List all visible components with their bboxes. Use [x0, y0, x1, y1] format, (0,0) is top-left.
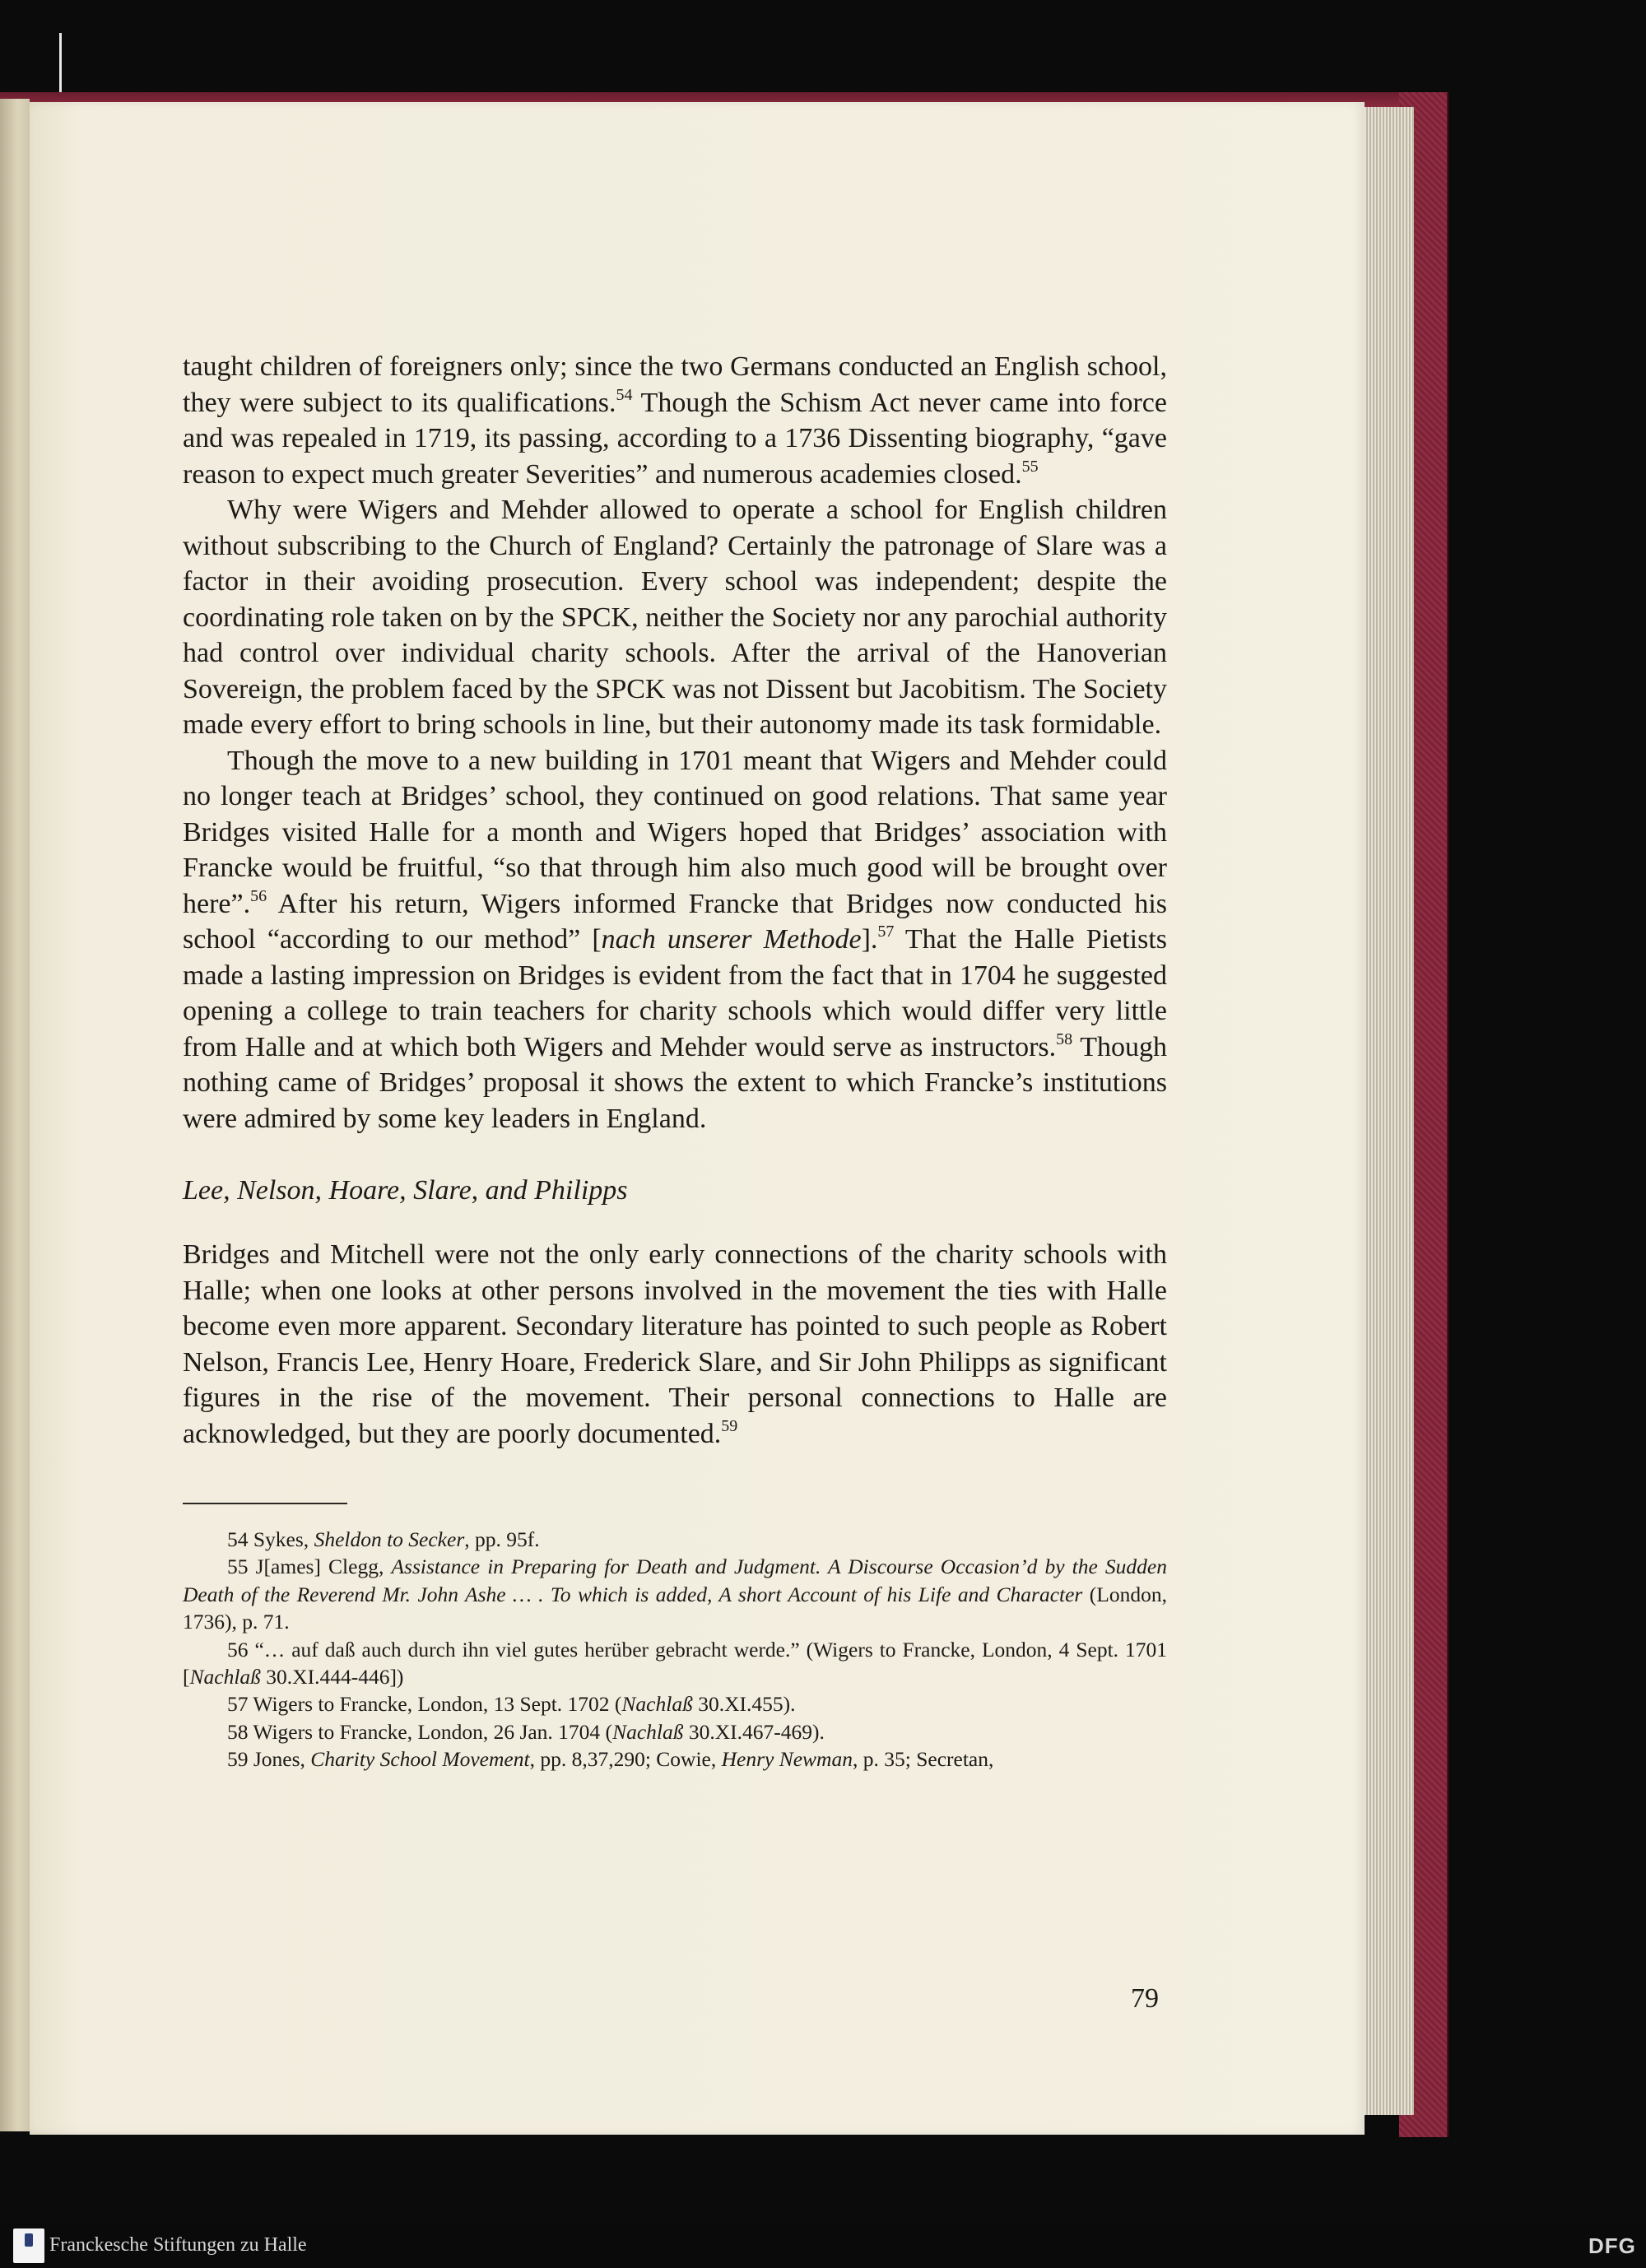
text-run: Though the move to a new building in 1701 meant that Wigers and Mehder could no longer teach at Bridges’ school, they continued on good relations. That same year Bridges visited Halle for a month and Wigers hoped that Bridges’ association with Francke would be fruitful, “so that through him also much good will be brought over here”.: [183, 745, 1167, 919]
footnote-item: [183, 1636, 1167, 1691]
footnote-ref[interactable]: 55: [1021, 457, 1039, 476]
text-block: [183, 349, 1167, 1773]
section-heading: Lee, Nelson, Hoare, Slare, and Philipps: [183, 1175, 628, 1206]
text-run: , pp. 8,37,290; Cowie,: [529, 1747, 722, 1772]
text-run: After his return, Wigers informed Francke that Bridges now conducted his school “according to our method” [: [183, 888, 1167, 955]
binding-gutter: [0, 99, 30, 2131]
text-run: 30.XI.455).: [692, 1692, 796, 1717]
text-run: 59 Jones,: [227, 1747, 311, 1772]
footnotes: [183, 1526, 1167, 1773]
text-run: Though nothing came of Bridges’ proposal it shows the extent to which Francke’s institutions were admired by some key leaders in England.: [183, 1031, 1168, 1134]
body-paragraph: [183, 1237, 1167, 1452]
footnote-ref[interactable]: 57: [877, 923, 895, 941]
dfg-logo: DFG: [1588, 2233, 1636, 2258]
institution-logo-icon: [13, 2228, 44, 2263]
body-paragraph: [183, 492, 1167, 743]
italic-text: Nachlaß: [612, 1719, 684, 1744]
text-run: Bridges and Mitchell were not the only early connections of the charity schools with Halle; when one looks at other persons involved in the movement the ties with Halle become even more apparent. Secondary literature has pointed to such people as Robert Nelson, Francis Lee, Henry Hoare, Frederick Slare, and Sir John Philipps as significant figures in the rise of the movement. Their personal connections to Halle are acknowledged, but they are poorly documented.: [183, 1239, 1167, 1449]
text-run: Though the Schism Act never came into force and was repealed in 1719, its passing, according to a 1736 Dissenting biography, “gave reason to expect much greater Severities” and numerous academies closed.: [183, 387, 1167, 490]
body-paragraph: [183, 349, 1167, 492]
text-run: taught children of foreigners only; since the two Germans conducted an English school, they were subject to its qualifications.: [183, 351, 1167, 418]
text-run: 55 J[ames] Clegg,: [227, 1555, 392, 1579]
page-number: 79: [1131, 1983, 1159, 2014]
footnote-divider: [183, 1503, 347, 1504]
text-run: 30.XI.467-469).: [683, 1719, 825, 1744]
italic-text: Henry Newman: [721, 1747, 853, 1772]
footnote-item: [183, 1526, 1167, 1553]
institution-label[interactable]: Franckesche Stiftungen zu Halle: [49, 2234, 307, 2256]
text-run: 58 Wigers to Francke, London, 26 Jan. 1704 (: [227, 1719, 613, 1744]
text-run: , pp. 95f.: [464, 1527, 540, 1551]
italic-text: Nachlaß: [621, 1692, 693, 1717]
text-run: , p. 35; Secretan,: [852, 1747, 994, 1772]
text-run: 56 “… auf daß auch durch ihn viel gutes herüber gebracht werde.” (Wigers to Francke, London, 4 Sept. 1701 [: [183, 1637, 1167, 1689]
footnote-item: [183, 1718, 1167, 1745]
text-run: That the Halle Pietists made a lasting impression on Bridges is evident from the fact that in 1704 he suggested opening a college to train teachers for charity schools which would differ very little from Halle and at which both Wigers and Mehder would serve as instructors.: [183, 924, 1167, 1062]
body-paragraph: [183, 743, 1167, 1137]
footnote-ref[interactable]: 59: [721, 1416, 738, 1435]
text-run: 54 Sykes,: [227, 1527, 314, 1551]
text-run: (London, 1736), p. 71.: [183, 1582, 1167, 1634]
footnote-item: [183, 1690, 1167, 1717]
footnote-item: [183, 1553, 1167, 1635]
text-run: Why were Wigers and Mehder allowed to operate a school for English children without subscribing to the Church of England? Certainly the patronage of Slare was a factor in their avoiding prosecution. Every school was independent; despite the coordinating role taken on by the SPCK, neither the Society nor any parochial authority had control over individual charity schools. After the arrival of the Hanoverian Sovereign, the problem faced by the SPCK was not Dissent but Jacobitism. The Society made every effort to bring schools in line, but their autonomy made its task formidable.: [183, 495, 1167, 740]
bookmark-ribbon: [51, 33, 76, 99]
footnote-ref[interactable]: 56: [250, 886, 267, 905]
viewer-footer: [0, 2224, 1646, 2268]
footnote-ref[interactable]: 54: [616, 385, 633, 404]
italic-text: nach unserer Methode: [601, 924, 862, 955]
italic-text: Sheldon to Secker: [314, 1527, 465, 1551]
section-body-text: [183, 1237, 1167, 1452]
text-run: 57 Wigers to Francke, London, 13 Sept. 1702 (: [227, 1692, 622, 1717]
page-stack-edge: [1358, 107, 1414, 2115]
footnote-item: [183, 1745, 1167, 1773]
body-text: [183, 349, 1167, 1136]
italic-text: Nachlaß: [189, 1665, 261, 1689]
text-run: 30.XI.444-446]): [260, 1665, 404, 1689]
text-run: ].: [861, 924, 878, 955]
italic-text: Assistance in Preparing for Death and Judgment. A Discourse Occasion’d by the Sudden Death of the Reverend Mr. John Ashe … . To which is added, A short Account of his Life and Character: [183, 1555, 1167, 1606]
book-page: [30, 102, 1365, 2135]
footnote-ref[interactable]: 58: [1056, 1029, 1073, 1048]
italic-text: Charity School Movement: [310, 1747, 530, 1772]
